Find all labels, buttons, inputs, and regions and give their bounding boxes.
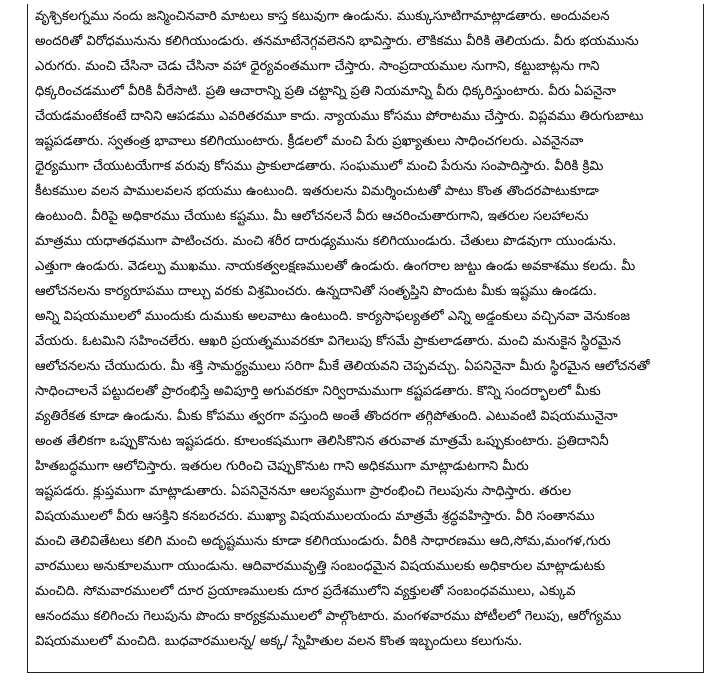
text-line: మంచి తెలివితేటలు కలిగి మంచి అదృష్టమును కూడా కలిగియుండురు. వీరికి సాధారణము ఆది,సోమ,మంగళ,గురు <box>35 534 611 549</box>
text-line: వారములు అనుకూలముగా యుండును. ఆదివారమువృత్తి సంబంధమైన విషయములకు అధికారుల మాట్లాడుటకు <box>35 559 606 574</box>
text-line: ధైర్యముగా చేయుటయేగాక వరువు కోసము ప్రాకులాడతారు. సంఘములో మంచి పేరును సంపాదిస్తారు. వీరికి క్రిమి <box>35 159 604 174</box>
text-line: ఆలోచనలను కార్యరూపము దాల్చు వరకు విశ్రమించరు. ఉన్నదానితో సంతృప్తిని పొందుట మీకు ఇష్టము ఉండదు. <box>35 284 597 299</box>
text-line: ఆలోచనలను చేయుదురు. మీ శక్తి సామర్థ్యములు సరిగా మీకే తెలియవని చెప్పవచ్చు. ఏపనినైనా మీరు స్థిరమైన ఆలోచనతో <box>35 359 650 374</box>
text-line: సాధించాలనే పట్టుదలతో ప్రారంభిస్తే అవిపూర్తి అగువరకూ నిర్విరామముగా కష్టపడతారు. కొన్ని సందర్భాలలో మీకు <box>35 384 601 399</box>
text-line: వృశ్చికలగ్నము నందు జన్మించినవారి మాటలు కాస్త కటువుగా ఉండును. ముక్కుసూటిగామాట్లాడతారు. అందువలన <box>35 9 610 24</box>
text-line: వేయరు. ఓటమిని సహించలేరు. ఆఖరి ప్రయత్నమువరకూ విగెలుపు కోసమే ప్రాకులాడతారు. మంచి మనుకైన స్థిరమైన <box>35 334 621 349</box>
text-line: ఆనందము కలిగించు గెలుపును పొందు కార్యక్రమములలో పాల్గొంటారు. మంగళవారము పోటీలలో గెలుపు, ఆరోగ్యము <box>35 609 622 624</box>
text-line: హితబద్ధముగా ఆలోచిస్తారు. ఇతరుల గురించి చెప్పుకొనుట గాని అధికముగా మాట్లాడుటగాని మీరు <box>35 459 529 474</box>
text-line: ఇష్టపడరు. క్లుప్తముగా మాట్లాడుతారు. ఏపనినైననూ ఆలస్యముగా ప్రారంభించి గెలుపును సాధిస్తారు. తరుల <box>35 484 572 499</box>
text-line: కీటకముల వలన పాములవలన భయము ఉంటుంది. ఇతరులను విమర్శించుటతో పాటు కొంత తొందరపాటుకూడా <box>35 184 599 199</box>
text-line: మాత్రము యధాతధముగా పాటించరు. మంచి శరీర దారుఢ్యమును కలిగియుండురు. చేతులు పొడవుగా యుండును. <box>35 234 617 249</box>
text-line: ధిక్కరించడములో వీరికి వీరేసాటి. ప్రతి ఆచారాన్ని ప్రతి చట్టాన్ని ప్రతి నియమాన్ని వీరు ధిక్కరిస్తుంటారు. వీరు ఏపనైనా <box>35 84 616 99</box>
text-line: విషయములలో వీరు ఆసక్తిని కనబరచరు. ముఖ్యా విషయములయందు మాత్రమే శ్రద్ధవహిస్తారు. వీరి సంతానము <box>35 509 595 524</box>
text-line: విషయములలో మంచిది. బుధవారములన్న/ అక్క/ స్నేహితుల వలన కొంత ఇబ్బందులు కలుగును. <box>35 634 523 649</box>
text-line: ఎత్తుగా ఉండురు. వెడల్పు ముఖము. నాయకత్వలక్షణములతో ఉండురు. ఉంగరాల జుట్టు ఉండు అవకాశము కలదు. మీ <box>35 259 636 274</box>
text-line: అన్ని విషయములలో ముందుకు దుముకు అలవాటు ఉంటుంది. కార్యసాఫల్యతలో ఎన్ని అడ్డంకులు వచ్చినవా వెనుకంజ <box>35 309 630 324</box>
text-line: అందరితో విరోధమునును కలిగియుండురు. తనమాటేనెగ్గవలెనని భావిస్తారు. లౌకికము వీరికి తెలియదు. వీరు భయమును <box>35 34 639 49</box>
text-block <box>27 4 704 673</box>
text-line: ఉంటుంది. వీరిపై అధికారము చేయుట కష్టము. మీ ఆలోచనలనే వీరు ఆచరించుతారుగాని, ఇతరుల సలహాలను <box>35 209 589 224</box>
text-line: ఇష్టపడతారు. స్వతంత్ర భావాలు కలిగియుంటారు. క్రీడలలో మంచి పేరు ప్రఖ్యాతులు సాధించగలరు. ఎవనైనవా <box>35 134 584 149</box>
text-line: మంచిది. సోమవారములలో దూర ప్రయాణములకు దూర ప్రదేశములోని వ్యక్తులతో సంబంధవములు, ఎక్కువ <box>35 584 576 599</box>
text-line: అంత తేలికగా ఒప్పుకొనుట ఇష్టపడరు. కూలంకషముగా తెలిసికొనిన తరువాత మాత్రమే ఒప్పుకుంటారు. ప్రతిదానినీ <box>35 434 609 449</box>
text-line: ఎరుగరు. మంచి చేసినా చెడు చేసినా వహా ధైర్యవంతముగా చేస్తారు. సాంప్రదాయముల నుగాని, కట్టుబాట్లను గాని <box>35 59 600 74</box>
text-line: వ్యతిరేకత కూడా ఉండును. మీకు కోపము త్వరగా వస్తుంది అంతే తొందరగా తగ్గిపోతుంది. ఎటువంటి విషయమునైనా <box>35 409 618 424</box>
text-line: చేయడమంటేకంటే దానిని ఆపడము ఎవరితరమూ కాదు. న్యాయము కోసము పోరాటము చేస్తారు. విప్లవము తిరుగుబాటు <box>35 109 644 124</box>
